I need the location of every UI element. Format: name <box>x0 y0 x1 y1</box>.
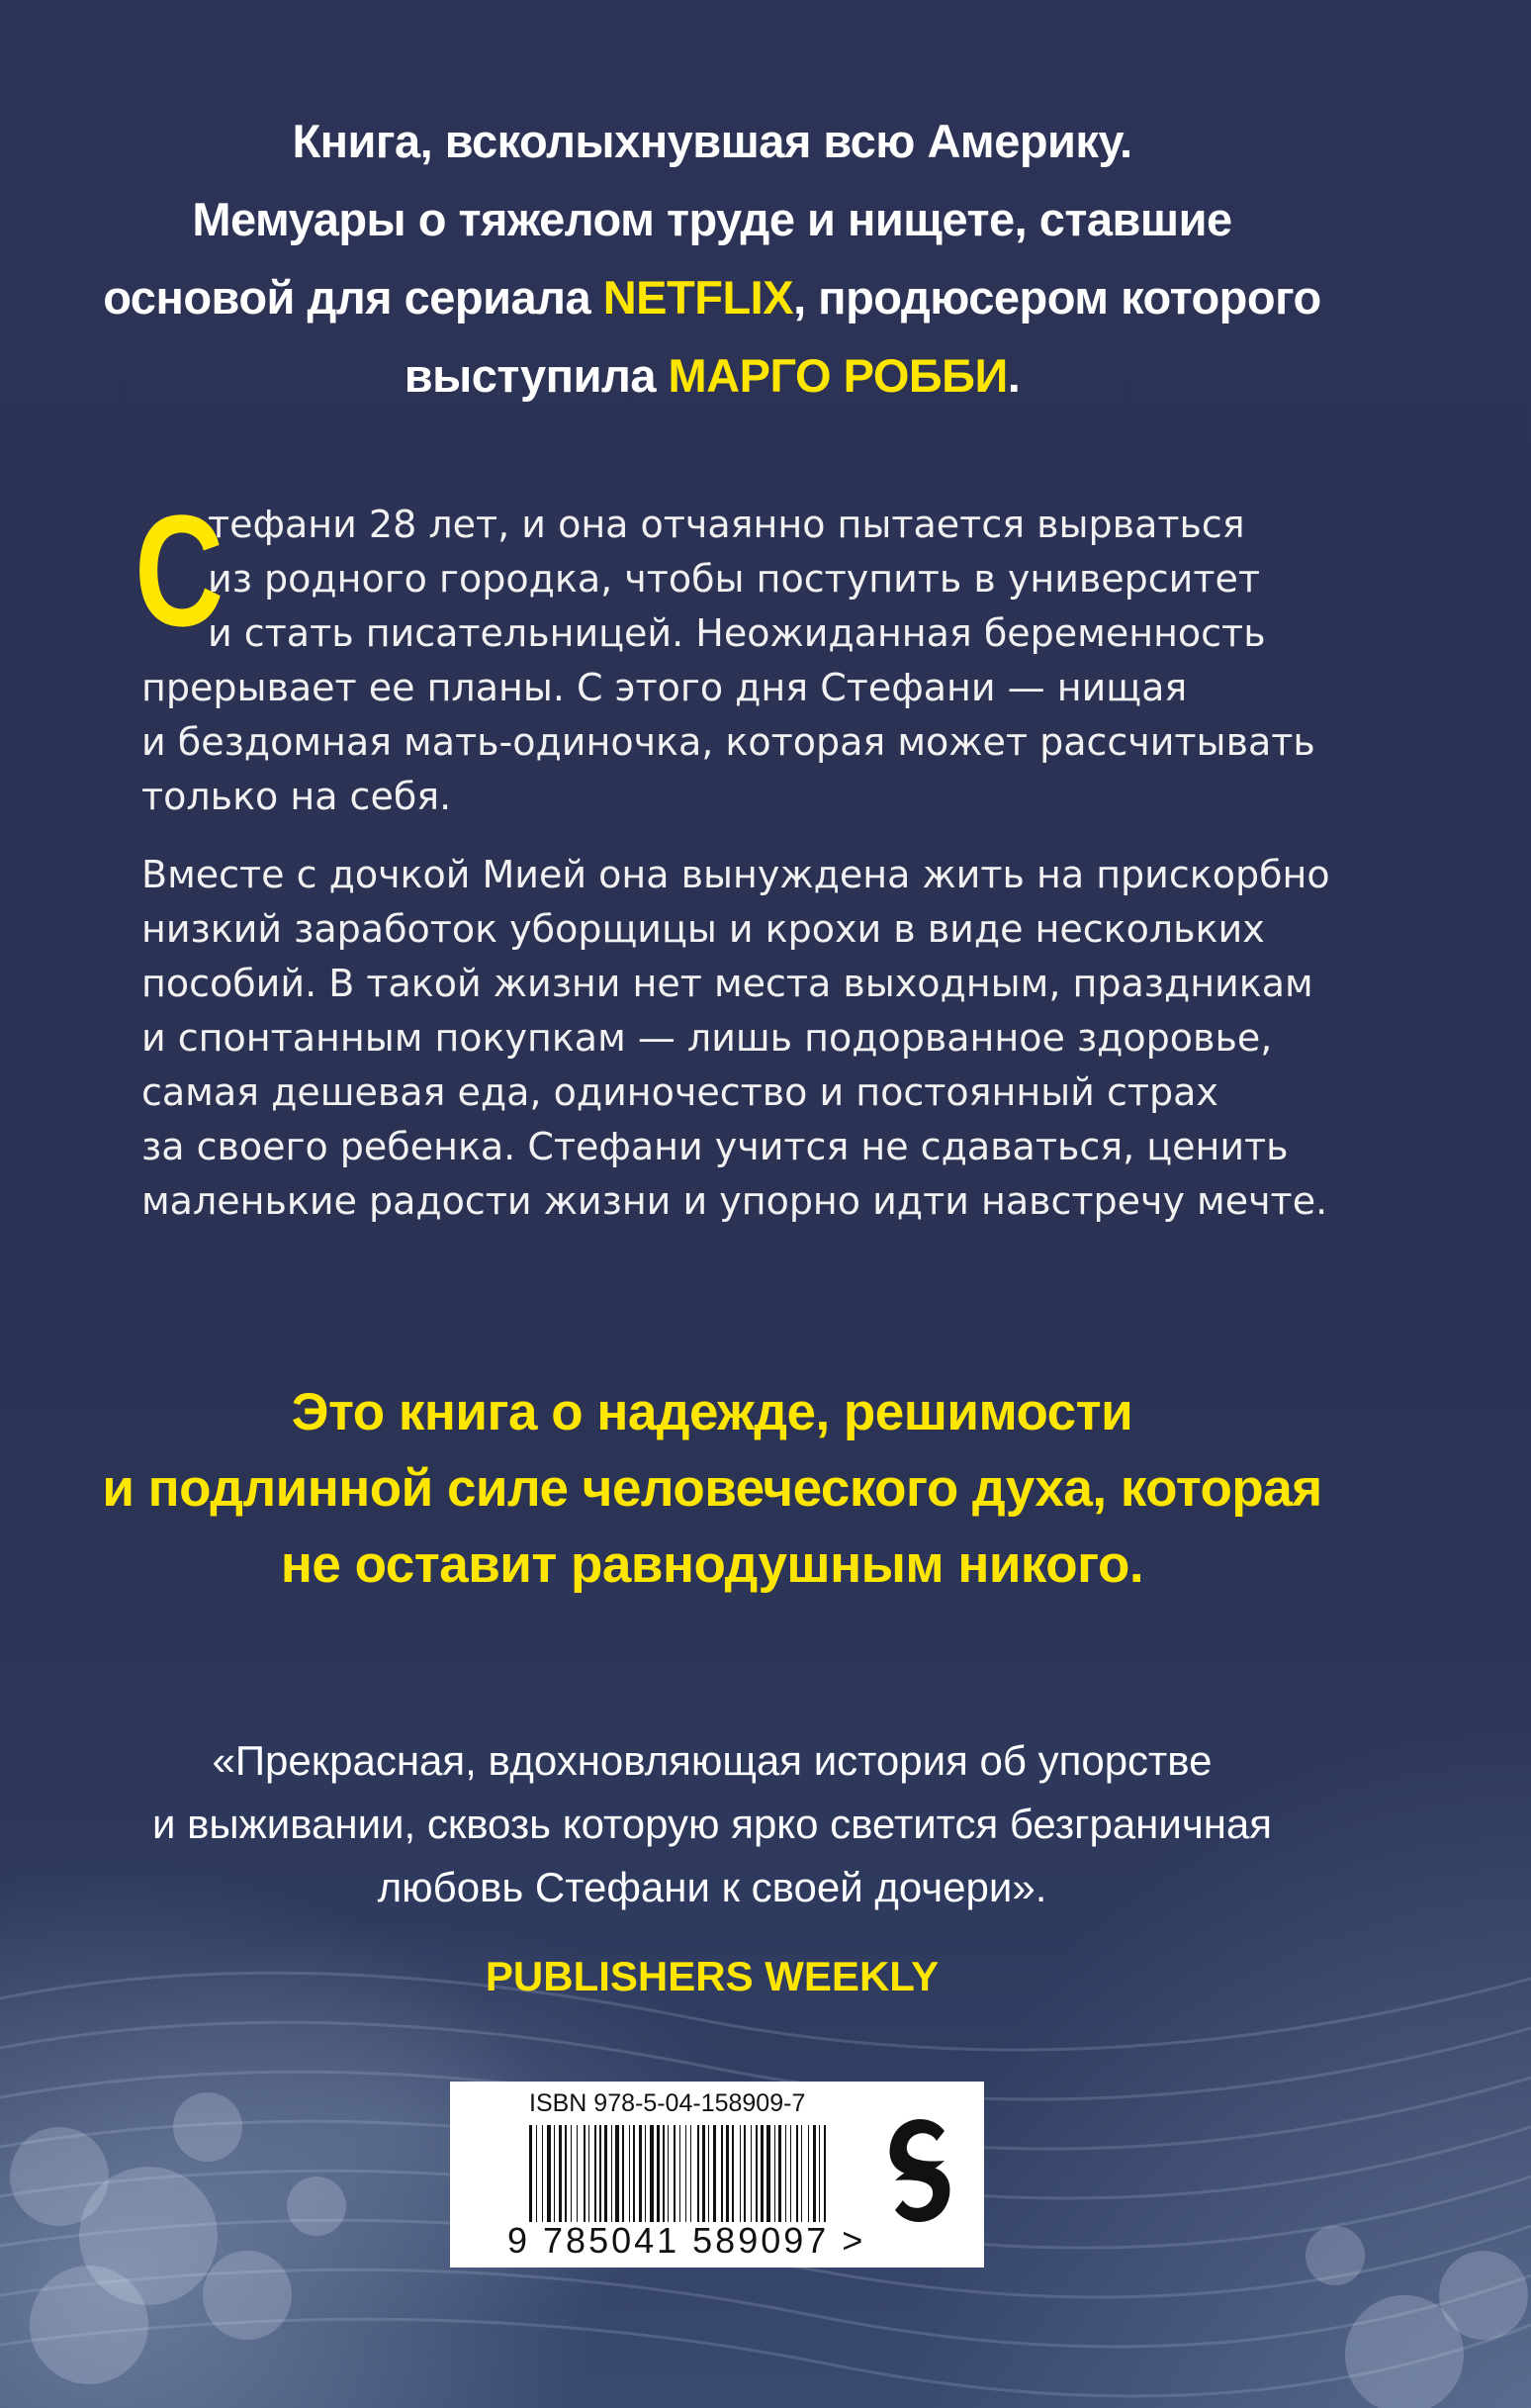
publisher-e-logo-icon <box>875 2101 964 2240</box>
tagline-text: , продюсером которого <box>793 271 1321 324</box>
barcode-bars <box>529 2125 836 2222</box>
barcode-bar <box>708 2125 709 2222</box>
synopsis-line: за своего ребенка. Стефани учится не сдаваться, ценить <box>141 1125 1289 1168</box>
review-quote <box>79 1729 1345 1919</box>
barcode-bar <box>571 2125 572 2222</box>
barcode-bar <box>529 2125 532 2222</box>
barcode-bar <box>808 2125 809 2222</box>
barcode-bar <box>615 2125 619 2222</box>
synopsis-line: Вместе с дочкой Мией она вынуждена жить на прискорбно <box>141 853 1330 896</box>
netflix-highlight: NETFLIX <box>602 271 794 324</box>
barcode-bar <box>801 2125 802 2222</box>
barcode-bar <box>813 2125 816 2222</box>
barcode-bar <box>685 2125 686 2222</box>
barcode-bar <box>599 2125 601 2222</box>
tagline-line-3 <box>79 258 1345 336</box>
barcode-bar <box>679 2125 680 2222</box>
tagline-text: основой для сериала <box>103 271 603 324</box>
isbn-barcode-block <box>450 2082 984 2268</box>
tagline <box>79 102 1345 415</box>
barcode-bar <box>778 2125 781 2222</box>
barcode-bar <box>565 2125 567 2222</box>
barcode-bar <box>713 2125 716 2222</box>
barcode-bar <box>751 2125 752 2222</box>
barcode-bar <box>819 2125 820 2222</box>
synopsis-paragraph-1 <box>141 498 1407 824</box>
synopsis-line: только на себя. <box>141 775 452 818</box>
barcode-bar <box>668 2125 669 2222</box>
barcode-bar <box>697 2125 699 2222</box>
synopsis-line: и спонтанным покупкам — лишь подорванное здоровье, <box>141 1016 1273 1060</box>
highlight-line: и подлинной силе человеческого духа, которая <box>102 1459 1322 1518</box>
barcode-bar <box>756 2125 758 2222</box>
barcode-bar <box>690 2125 691 2222</box>
highlight-line: Это книга о надежде, решимости <box>291 1383 1133 1441</box>
barcode-bar <box>629 2125 630 2222</box>
barcode-bar <box>633 2125 635 2222</box>
barcode-bar <box>824 2125 826 2222</box>
quote-line: любовь Стефани к своей дочери». <box>377 1864 1047 1910</box>
synopsis-line: тефани 28 лет, и она отчаянно пытается вырваться <box>208 503 1245 546</box>
barcode-bar <box>536 2125 537 2222</box>
quote-line: и выживании, сквозь которую ярко светится безграничная <box>151 1801 1272 1847</box>
synopsis-line: из родного городка, чтобы поступить в университет <box>208 557 1261 601</box>
barcode-bar <box>674 2125 675 2222</box>
barcode-bar <box>559 2125 562 2222</box>
highlight-line: не оставит равнодушным никого. <box>280 1535 1144 1594</box>
synopsis-line: и бездомная мать-одиночка, которая может рассчитывать <box>141 720 1315 764</box>
tagline-line-1: Книга, всколыхнувшая всю Америку. <box>292 115 1132 167</box>
synopsis-paragraph-2 <box>141 848 1407 1229</box>
barcode-bar <box>604 2125 607 2222</box>
barcode-bar <box>663 2125 665 2222</box>
barcode-bar <box>650 2125 654 2222</box>
synopsis-line: самая дешевая еда, одиночество и постоянный страх <box>141 1070 1218 1114</box>
isbn-label: ISBN 978-5-04-158909-7 <box>529 2089 806 2117</box>
barcode-bar <box>774 2125 775 2222</box>
barcode-bar <box>588 2125 589 2222</box>
synopsis-line: пособий. В такой жизни нет места выходным, праздникам <box>141 962 1313 1005</box>
quote-line: «Прекрасная, вдохновляющая история об упорстве <box>212 1737 1213 1784</box>
synopsis-line: и стать писательницей. Неожиданная беременность <box>208 611 1266 655</box>
barcode-digits: 9 785041 589097 > <box>507 2220 866 2261</box>
barcode-bar <box>744 2125 746 2222</box>
margot-robbie-highlight: МАРГО РОББИ <box>668 349 1008 402</box>
barcode-bar <box>721 2125 723 2222</box>
tagline-text: выступила <box>404 349 669 402</box>
tagline-line-2: Мемуары о тяжелом труде и нищете, ставшие <box>192 193 1232 245</box>
barcode-bar <box>761 2125 764 2222</box>
barcode-bar <box>732 2125 734 2222</box>
quote-source: PUBLISHERS WEEKLY <box>485 1953 940 1999</box>
barcode-bar <box>639 2125 642 2222</box>
tagline-text: . <box>1007 349 1021 402</box>
synopsis-line: маленькие радости жизни и упорно идти навстречу мечте. <box>141 1179 1328 1223</box>
barcode-bar <box>594 2125 596 2222</box>
barcode-bar <box>547 2125 551 2222</box>
barcode-bar <box>577 2125 578 2222</box>
barcode-bar <box>554 2125 555 2222</box>
highlight-statement <box>79 1374 1345 1603</box>
barcode-bar <box>702 2125 705 2222</box>
barcode-bar <box>785 2125 786 2222</box>
barcode-bar <box>796 2125 798 2222</box>
drop-cap: С <box>135 482 225 659</box>
barcode-bar <box>726 2125 729 2222</box>
synopsis-line: низкий заработок уборщицы и крохи в виде нескольких <box>141 907 1265 951</box>
tagline-line-4 <box>79 336 1345 415</box>
barcode-bar <box>645 2125 646 2222</box>
barcode-bar <box>622 2125 624 2222</box>
barcode-bar <box>584 2125 585 2222</box>
synopsis-line: прерывает ее планы. С этого дня Стефани — нищая <box>141 666 1188 709</box>
barcode-bar <box>611 2125 612 2222</box>
barcode-bar <box>790 2125 791 2222</box>
barcode-bar <box>766 2125 770 2222</box>
barcode-bar <box>657 2125 660 2222</box>
barcode-bar <box>542 2125 543 2222</box>
barcode-bar <box>740 2125 741 2222</box>
